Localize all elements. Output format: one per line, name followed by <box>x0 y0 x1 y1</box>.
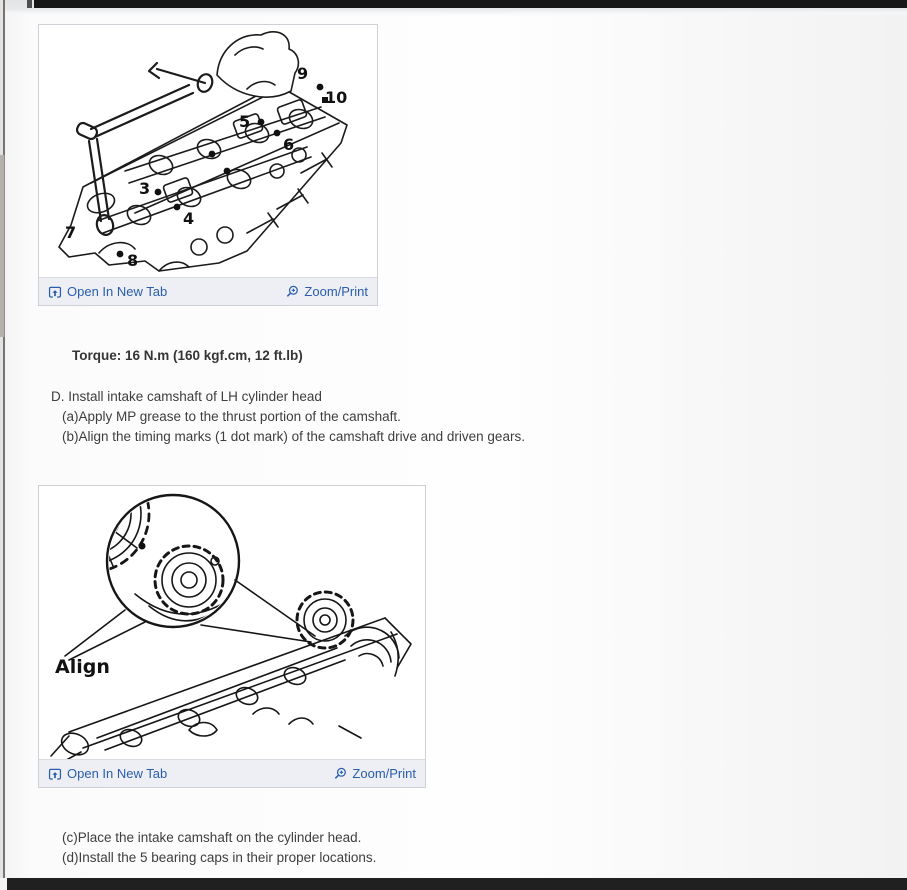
callout-8: 8 <box>127 251 139 270</box>
open-in-new-tab-icon <box>48 767 62 781</box>
figure1-zoom-print-link[interactable] <box>285 284 368 299</box>
step-d-heading: D. Install intake camshaft of LH cylinder head <box>51 389 322 404</box>
callout-3: 3 <box>139 179 151 198</box>
callout-10: 10 <box>325 88 348 107</box>
callout-5: 5 <box>239 112 251 131</box>
callout-7: 7 <box>65 223 77 242</box>
figure1-open-in-new-tab-label: Open In New Tab <box>67 284 168 299</box>
torque-sequence-drawing <box>39 25 377 277</box>
figure2-open-in-new-tab-link[interactable] <box>48 766 167 781</box>
step-d-sub-c: (c)Place the intake camshaft on the cylinder head. <box>62 830 362 845</box>
left-scrollbar-thumb[interactable] <box>0 155 5 337</box>
callout-9: 9 <box>297 64 309 83</box>
figure1-open-in-new-tab-link[interactable] <box>48 284 167 299</box>
step-d-sub-a: (a)Apply MP grease to the thrust portion of the camshaft. <box>62 409 401 424</box>
figure1-footer <box>39 277 377 305</box>
zoom-print-icon <box>285 285 299 299</box>
top-window-bar <box>34 0 907 8</box>
figure2-zoom-print-label: Zoom/Print <box>352 766 416 781</box>
align-annotation: Align <box>55 656 110 678</box>
zoom-print-icon <box>333 767 347 781</box>
figure-card-align-marks <box>38 485 426 788</box>
align-marks-drawing <box>39 486 425 759</box>
bottom-window-bar <box>7 878 907 890</box>
step-d-sub-b: (b)Align the timing marks (1 dot mark) of the camshaft drive and driven gears. <box>62 429 525 444</box>
figure2-open-in-new-tab-label: Open In New Tab <box>67 766 168 781</box>
callout-6: 6 <box>283 135 295 154</box>
top-window-bar-notch <box>27 0 32 8</box>
window-left-edge <box>3 0 5 878</box>
torque-spec-note: Torque: 16 N.m (160 kgf.cm, 12 ft.lb) <box>72 348 303 363</box>
step-d-sub-d: (d)Install the 5 bearing caps in their proper locations. <box>62 850 377 865</box>
figure2-footer <box>39 759 425 787</box>
open-in-new-tab-icon <box>48 285 62 299</box>
camshaft-torque-sequence-illustration <box>39 25 377 277</box>
timing-marks-align-illustration <box>39 486 425 759</box>
figure2-zoom-print-link[interactable] <box>333 766 416 781</box>
figure-card-torque-sequence <box>38 24 378 306</box>
callout-4: 4 <box>183 209 195 228</box>
figure1-zoom-print-label: Zoom/Print <box>304 284 368 299</box>
